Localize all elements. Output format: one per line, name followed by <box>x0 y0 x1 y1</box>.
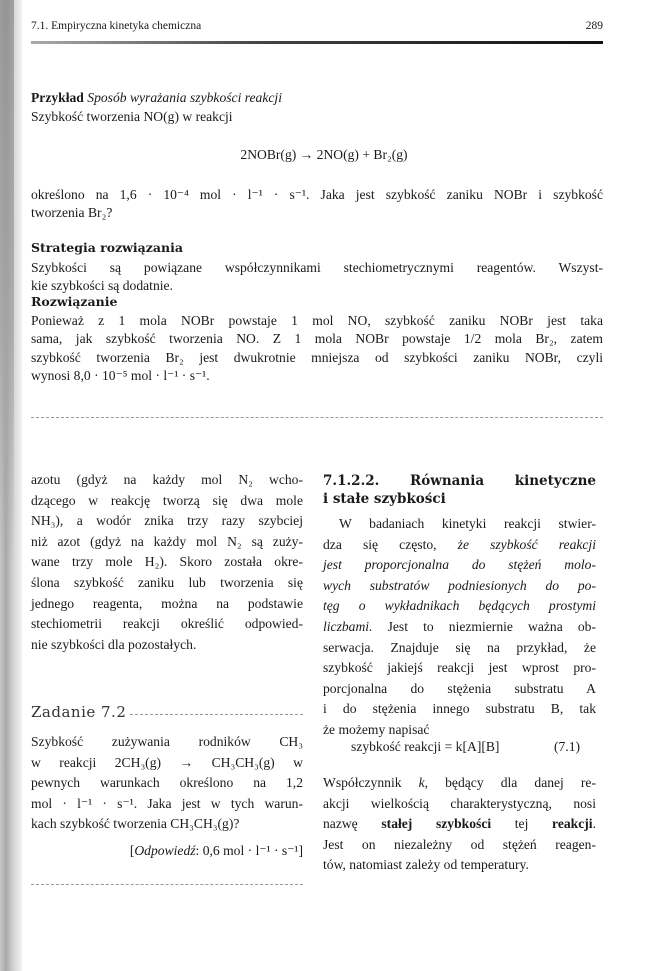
text-line <box>323 679 596 700</box>
solution-text <box>31 312 603 386</box>
text-line: Szybkości są powiązane współczynnikami stechiometrycznymi reagentów. Wszyst- <box>31 260 603 275</box>
text-line <box>323 855 596 876</box>
text-run: W badaniach kinetyki reakcji stwier- <box>339 516 596 531</box>
text-run: że możemy napisać <box>323 721 430 737</box>
example-equation: 2NOBr(g) → 2NO(g) + Br₂(g) <box>240 147 408 162</box>
text-line <box>323 535 596 556</box>
text-run: , będący dla danej re- <box>424 775 596 790</box>
example-end-rule <box>31 417 603 419</box>
section-paragraph-1 <box>323 514 596 741</box>
strategy-heading: Strategia rozwiązania <box>31 240 183 255</box>
section-paragraph-2 <box>323 773 596 876</box>
equation-number: (7.1) <box>554 739 581 754</box>
text-line <box>323 617 596 638</box>
example-title: Sposób wyrażania szybkości reakcji <box>87 90 282 105</box>
text-line: w reakcji 2CH₃(g) → CH₃CH₃(g) w <box>31 754 303 770</box>
text-line: dzącego w reakcję tworzą się dwa mole <box>31 492 303 508</box>
text-run: . <box>592 816 596 832</box>
header-rule <box>31 41 603 44</box>
example-title-line <box>31 90 603 106</box>
text-line <box>323 699 596 720</box>
text-line: azotu (gdyż na każdy mol N₂ wcho- <box>31 472 303 487</box>
text-line <box>323 576 596 597</box>
text-line <box>323 596 596 617</box>
text-line: wynosi 8,0 · 10⁻⁵ mol · l⁻¹ · s⁻¹. <box>31 368 210 384</box>
text-line <box>323 835 596 856</box>
text-line: pewnych warunkach określono na 1,2 <box>31 775 303 791</box>
text-line: 7.1.2.2. Równania kinetyczne <box>323 473 596 489</box>
text-line: ślona szybkość zaniku lub tworzenia się <box>31 574 303 590</box>
rate-equation: szybkość reakcji = k[A][B] <box>351 739 500 754</box>
emphasis-text: wych substratów podniesionych do po- <box>323 577 596 593</box>
text-run: tów, natomiast zależy od temperatury. <box>323 857 529 873</box>
exercise-title: Zadanie 7.2 <box>31 703 127 721</box>
text-run: szybkość jakiejś reakcji jest wprost pro- <box>323 660 596 676</box>
example-question <box>31 186 603 223</box>
text-run: Jest on niezależny od stężeń reagen- <box>323 836 596 852</box>
answer-label: Odpowiedź <box>134 843 196 858</box>
text-run: porcjonalna do stężenia substratu A <box>323 680 596 696</box>
text-run: serwacja. Znajduje się na przykład, że <box>323 639 596 655</box>
text-line <box>323 814 596 835</box>
text-line <box>323 794 596 815</box>
solution-heading: Rozwiązanie <box>31 294 118 309</box>
text-line: wane trzy mole H₂). Skoro została okre- <box>31 554 303 570</box>
emphasis-text: że szybkość reakcji <box>457 536 596 552</box>
left-column-text <box>31 470 303 655</box>
example-label: Przykład <box>31 90 84 105</box>
text-run: dza się często, <box>323 536 458 552</box>
text-line <box>323 555 596 576</box>
running-title: 7.1. Empiryczna kinetyka chemiczna <box>31 20 202 32</box>
text-line: Szybkość zużywania rodników CH₃ <box>31 734 303 749</box>
text-line: sama, jak szybkość tworzenia NO. Z 1 mola NOBr powstaje 1/2 mola Br₂, zatem <box>31 331 603 347</box>
text-line <box>323 514 596 535</box>
text-line: kie szybkości są dodatnie. <box>31 278 173 294</box>
exercise-text <box>31 732 303 835</box>
text-run: tej <box>491 816 553 832</box>
text-line: stechiometrii reakcji określić odpowied- <box>31 616 303 632</box>
page-number: 289 <box>585 20 603 32</box>
text-line: jednego reagenta, można na podstawie <box>31 595 303 611</box>
text-line: NH₃), a wodór znika trzy razy szybciej <box>31 513 303 529</box>
text-line: nie szybkości dla pozostałych. <box>31 636 197 652</box>
emphasis-text: k <box>418 775 425 790</box>
emphasis-text: tęg o wykładnikach będących prostymi <box>323 598 596 614</box>
text-run: i do stężenia innego substratu B, tak <box>323 701 596 717</box>
answer-value: : 0,6 mol · l⁻¹ · s⁻¹ <box>195 843 299 858</box>
text-line <box>323 773 596 794</box>
text-line: kach szybkość tworzenia CH₃CH₃(g)? <box>31 816 240 832</box>
term-bold: stałej szybkości <box>381 816 492 832</box>
text-run: nazwę <box>323 816 382 832</box>
text-line <box>323 658 596 679</box>
text-line: i stałe szybkości <box>323 491 446 508</box>
strategy-text <box>31 259 603 296</box>
exercise-end-rule <box>31 884 303 886</box>
text-line: mol · l⁻¹ · s⁻¹. Jaka jest w tych warun- <box>31 795 303 811</box>
text-line: określono na 1,6 · 10⁻⁴ mol · l⁻¹ · s⁻¹. Jaka jest szybkość zaniku NOBr i szybkość <box>31 187 603 202</box>
running-header <box>31 20 603 32</box>
text-line: Ponieważ z 1 mola NOBr powstaje 1 mol NO, szybkość zaniku NOBr jest taka <box>31 313 603 328</box>
text-line: szybkość tworzenia Br₂ jest dwukrotnie mniejsza od szybkości zaniku NOBr, czyli <box>31 349 603 365</box>
text-line: niż azot (gdyż na każdy mol N₂ są zuży- <box>31 533 303 549</box>
exercise-title-rule <box>130 714 303 716</box>
text-line <box>323 638 596 659</box>
scan-binding-shadow-dark <box>0 0 14 560</box>
emphasis-text: liczbami. <box>323 618 373 634</box>
term-bold: reakcji <box>552 816 593 832</box>
text-run: Współczynnik <box>323 775 419 790</box>
text-line <box>323 720 596 741</box>
exercise-answer: [Odpowiedź: 0,6 mol · l⁻¹ · s⁻¹] <box>129 843 303 858</box>
text-run: akcji wielkością charakterystyczną, nosi <box>323 795 596 811</box>
emphasis-text: jest proporcjonalna do stężeń molo- <box>323 557 596 573</box>
text-line: tworzenia Br₂? <box>31 205 113 221</box>
text-run: Jest to niezmiernie ważna ob- <box>372 618 596 634</box>
example-intro: Szybkość tworzenia NO(g) w reakcji <box>31 109 233 124</box>
section-heading <box>323 472 596 509</box>
